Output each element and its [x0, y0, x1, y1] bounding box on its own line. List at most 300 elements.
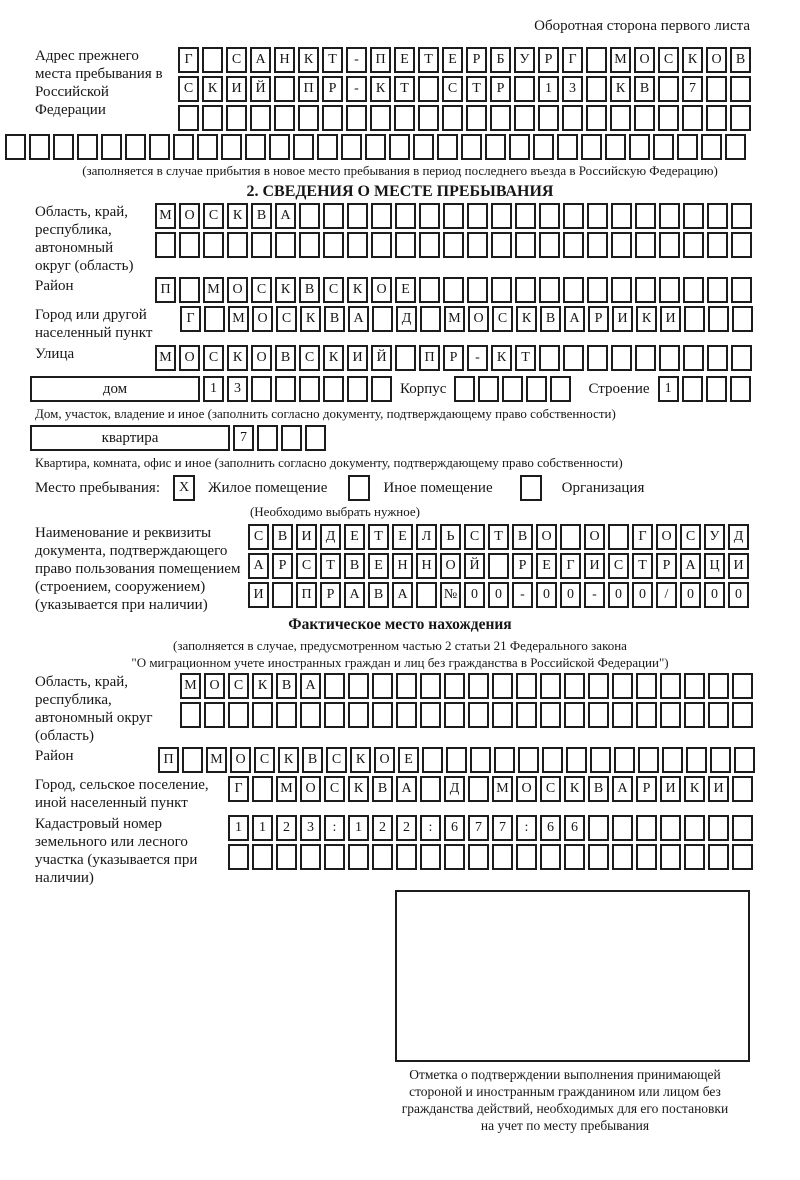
- char-cell: Т: [418, 47, 439, 73]
- char-cell: [467, 277, 488, 303]
- char-cell: [706, 376, 727, 402]
- char-cell: О: [179, 345, 200, 371]
- char-cell: [299, 376, 320, 402]
- char-cell: О: [230, 747, 251, 773]
- char-cell: С: [658, 47, 679, 73]
- char-cell: И: [296, 524, 317, 550]
- char-cell: П: [370, 47, 391, 73]
- char-cell: [420, 844, 441, 870]
- char-cell: [317, 134, 338, 160]
- char-cell: О: [227, 277, 248, 303]
- char-cell: 0: [560, 582, 581, 608]
- char-cell: [419, 277, 440, 303]
- char-cell: [202, 47, 223, 73]
- char-cell: /: [656, 582, 677, 608]
- char-cell: [226, 105, 247, 131]
- region1-row-1: [155, 203, 800, 229]
- char-cell: О: [468, 306, 489, 332]
- stroenie-label: Строение: [588, 380, 650, 397]
- char-cell: Н: [392, 553, 413, 579]
- char-cell: К: [350, 747, 371, 773]
- char-cell: [684, 702, 705, 728]
- char-cell: У: [704, 524, 725, 550]
- char-cell: С: [203, 203, 224, 229]
- char-cell: К: [684, 776, 705, 802]
- char-cell: Ь: [440, 524, 461, 550]
- char-cell: -: [512, 582, 533, 608]
- char-cell: У: [514, 47, 535, 73]
- char-cell: [515, 203, 536, 229]
- char-cell: [395, 232, 416, 258]
- house-number-cells: [203, 376, 392, 402]
- char-cell: [53, 134, 74, 160]
- char-cell: [274, 76, 295, 102]
- char-cell: А: [392, 582, 413, 608]
- section2-heading: 2. СВЕДЕНИЯ О МЕСТЕ ПРЕБЫВАНИЯ: [246, 183, 554, 200]
- char-cell: Г: [560, 553, 581, 579]
- char-cell: [686, 747, 707, 773]
- fact-note-line-2: "О миграционном учете иностранных граждан и лиц без гражданства в Российской Федерации"): [131, 655, 669, 670]
- prev-address-row-3: [178, 105, 800, 131]
- char-cell: В: [276, 673, 297, 699]
- char-cell: Г: [178, 47, 199, 73]
- char-cell: [101, 134, 122, 160]
- char-cell: Е: [398, 747, 419, 773]
- char-cell: П: [298, 76, 319, 102]
- char-cell: -: [346, 76, 367, 102]
- char-cell: 1: [203, 376, 224, 402]
- char-cell: [305, 425, 326, 451]
- char-cell: [540, 702, 561, 728]
- char-cell: [515, 232, 536, 258]
- char-cell: Д: [396, 306, 417, 332]
- city1-field: [0, 306, 800, 342]
- char-cell: [491, 232, 512, 258]
- char-cell: В: [372, 776, 393, 802]
- char-cell: [478, 376, 499, 402]
- char-cell: [502, 376, 523, 402]
- char-cell: [274, 105, 295, 131]
- char-cell: К: [252, 673, 273, 699]
- char-cell: [491, 277, 512, 303]
- char-cell: П: [158, 747, 179, 773]
- char-cell: [396, 844, 417, 870]
- char-cell: В: [299, 277, 320, 303]
- char-cell: 1: [658, 376, 679, 402]
- char-cell: [492, 844, 513, 870]
- char-cell: [509, 134, 530, 160]
- char-cell: [659, 345, 680, 371]
- char-cell: [395, 345, 416, 371]
- char-cell: [299, 203, 320, 229]
- char-cell: [662, 747, 683, 773]
- char-cell: [348, 673, 369, 699]
- stay-type-row: [35, 475, 800, 501]
- char-cell: Г: [562, 47, 583, 73]
- char-cell: Е: [536, 553, 557, 579]
- char-cell: [564, 702, 585, 728]
- char-cell: М: [228, 306, 249, 332]
- char-cell: [372, 673, 393, 699]
- char-cell: О: [584, 524, 605, 550]
- char-cell: Л: [416, 524, 437, 550]
- char-cell: Т: [466, 76, 487, 102]
- region1-label: Область, край, республика, автономный округ (область): [35, 204, 134, 274]
- char-cell: [516, 702, 537, 728]
- char-cell: И: [347, 345, 368, 371]
- district2-label: Район: [35, 748, 74, 764]
- char-cell: [588, 702, 609, 728]
- fact-note-line-1: (заполняется в случае, предусмотренном частью 2 статьи 21 Федерального закона: [173, 638, 627, 653]
- city1-row: [180, 306, 800, 342]
- char-cell: [563, 232, 584, 258]
- char-cell: [542, 747, 563, 773]
- stamp-note-line-4: на учет по месту пребывания: [480, 1118, 650, 1133]
- char-cell: [730, 376, 751, 402]
- char-cell: [492, 673, 513, 699]
- prev-address-field: [0, 47, 800, 131]
- char-cell: [298, 105, 319, 131]
- char-cell: [252, 776, 273, 802]
- char-cell: [659, 232, 680, 258]
- char-cell: [635, 232, 656, 258]
- char-cell: [347, 232, 368, 258]
- cadastre-label: Кадастровый номер земельного или лесного участка (указывается при наличии): [35, 816, 198, 886]
- char-cell: [707, 277, 728, 303]
- char-cell: [587, 345, 608, 371]
- char-cell: [269, 134, 290, 160]
- char-cell: [730, 76, 751, 102]
- stamp-note-line-3: гражданства действий, необходимых для его постановки: [401, 1101, 729, 1116]
- char-cell: [468, 776, 489, 802]
- prev-address-row-1: [178, 47, 800, 73]
- char-cell: [437, 134, 458, 160]
- char-cell: Г: [632, 524, 653, 550]
- char-cell: [251, 376, 272, 402]
- checkbox-organization: [520, 475, 542, 501]
- char-cell: С: [680, 524, 701, 550]
- char-cell: [557, 134, 578, 160]
- char-cell: [227, 232, 248, 258]
- char-cell: [276, 844, 297, 870]
- stay-option-organization-label: Организация: [561, 479, 645, 496]
- char-cell: [518, 747, 539, 773]
- char-cell: [605, 134, 626, 160]
- city2-row: [228, 776, 800, 812]
- apartment-cells: [233, 425, 326, 451]
- apartment-note: Квартира, комната, офис и иное (заполнить согласно документу, подтверждающему право собственности): [35, 455, 623, 470]
- char-cell: [155, 232, 176, 258]
- char-cell: М: [203, 277, 224, 303]
- char-cell: [443, 277, 464, 303]
- char-cell: [419, 232, 440, 258]
- char-cell: 1: [252, 815, 273, 841]
- char-cell: М: [276, 776, 297, 802]
- char-cell: [418, 76, 439, 102]
- char-cell: [563, 203, 584, 229]
- char-cell: [180, 702, 201, 728]
- char-cell: 0: [728, 582, 749, 608]
- district1-label: Район: [35, 278, 74, 294]
- char-cell: [197, 134, 218, 160]
- char-cell: А: [348, 306, 369, 332]
- stay-type-note: (Необходимо выбрать нужное): [249, 504, 421, 519]
- page-title: Оборотная сторона первого листа: [534, 18, 750, 34]
- char-cell: [516, 844, 537, 870]
- char-cell: [347, 203, 368, 229]
- char-cell: А: [680, 553, 701, 579]
- prev-address-note: (заполняется в случае прибытия в новое место пребывания в период последнего въезда в Российскую Федерацию): [82, 163, 718, 178]
- char-cell: [461, 134, 482, 160]
- char-cell: [563, 277, 584, 303]
- char-cell: Е: [344, 524, 365, 550]
- char-cell: [203, 232, 224, 258]
- char-cell: :: [420, 815, 441, 841]
- char-cell: [611, 203, 632, 229]
- char-cell: [221, 134, 242, 160]
- char-cell: [250, 105, 271, 131]
- char-cell: К: [298, 47, 319, 73]
- char-cell: Н: [274, 47, 295, 73]
- char-cell: [658, 76, 679, 102]
- char-cell: К: [516, 306, 537, 332]
- char-cell: [731, 232, 752, 258]
- city2-field: [0, 776, 800, 812]
- char-cell: [550, 376, 571, 402]
- char-cell: М: [180, 673, 201, 699]
- char-cell: [636, 702, 657, 728]
- char-cell: [706, 76, 727, 102]
- char-cell: [629, 134, 650, 160]
- char-cell: М: [155, 203, 176, 229]
- char-cell: [708, 844, 729, 870]
- char-cell: [538, 105, 559, 131]
- char-cell: [677, 134, 698, 160]
- char-cell: И: [248, 582, 269, 608]
- char-cell: [322, 105, 343, 131]
- char-cell: Т: [632, 553, 653, 579]
- char-cell: Р: [490, 76, 511, 102]
- region2-label: Область, край, республика, автономный округ (область): [35, 674, 153, 744]
- char-cell: [734, 747, 755, 773]
- char-cell: [299, 232, 320, 258]
- char-cell: С: [251, 277, 272, 303]
- char-cell: И: [660, 776, 681, 802]
- char-cell: И: [728, 553, 749, 579]
- char-cell: [443, 203, 464, 229]
- char-cell: Т: [515, 345, 536, 371]
- char-cell: [179, 277, 200, 303]
- char-cell: [324, 673, 345, 699]
- char-cell: Р: [512, 553, 533, 579]
- char-cell: 2: [372, 815, 393, 841]
- prev-address-label: Адрес прежнего места пребывания в Российской Федерации: [35, 48, 163, 118]
- char-cell: [252, 844, 273, 870]
- char-cell: :: [324, 815, 345, 841]
- char-cell: М: [610, 47, 631, 73]
- char-cell: В: [275, 345, 296, 371]
- char-cell: [444, 844, 465, 870]
- fact-heading: Фактическое место нахождения: [288, 616, 512, 633]
- char-cell: С: [492, 306, 513, 332]
- char-cell: К: [636, 306, 657, 332]
- char-cell: [581, 134, 602, 160]
- char-cell: О: [252, 306, 273, 332]
- char-cell: А: [396, 776, 417, 802]
- char-cell: [660, 815, 681, 841]
- char-cell: Г: [180, 306, 201, 332]
- char-cell: 6: [444, 815, 465, 841]
- char-cell: [732, 844, 753, 870]
- char-cell: К: [610, 76, 631, 102]
- char-cell: П: [419, 345, 440, 371]
- char-cell: К: [227, 203, 248, 229]
- char-cell: [683, 345, 704, 371]
- char-cell: [634, 105, 655, 131]
- char-cell: 0: [608, 582, 629, 608]
- char-cell: Р: [272, 553, 293, 579]
- char-cell: 0: [632, 582, 653, 608]
- char-cell: И: [660, 306, 681, 332]
- char-cell: Р: [636, 776, 657, 802]
- char-cell: Д: [728, 524, 749, 550]
- char-cell: С: [608, 553, 629, 579]
- char-cell: [638, 747, 659, 773]
- char-cell: [701, 134, 722, 160]
- char-cell: [612, 844, 633, 870]
- cadastre-field: [0, 815, 800, 887]
- cadastre-row-1: [228, 815, 800, 841]
- char-cell: Д: [444, 776, 465, 802]
- char-cell: [389, 134, 410, 160]
- prev-address-rows: [178, 47, 800, 131]
- char-cell: 7: [468, 815, 489, 841]
- char-cell: [204, 306, 225, 332]
- char-cell: Ц: [704, 553, 725, 579]
- char-cell: [468, 844, 489, 870]
- region2-row-2: [180, 702, 800, 728]
- char-cell: [466, 105, 487, 131]
- char-cell: [444, 702, 465, 728]
- prev-address-row-2: [178, 76, 800, 102]
- stamp-note: [340, 1066, 790, 1134]
- char-cell: [29, 134, 50, 160]
- char-cell: О: [706, 47, 727, 73]
- char-cell: М: [206, 747, 227, 773]
- char-cell: К: [323, 345, 344, 371]
- char-cell: [539, 232, 560, 258]
- char-cell: А: [344, 582, 365, 608]
- char-cell: [708, 702, 729, 728]
- house-note: Дом, участок, владение и иное (заполнить согласно документу, подтверждающему право собственности): [35, 406, 616, 421]
- char-cell: О: [179, 203, 200, 229]
- char-cell: [708, 673, 729, 699]
- char-cell: [490, 105, 511, 131]
- char-cell: О: [656, 524, 677, 550]
- char-cell: [563, 345, 584, 371]
- char-cell: 7: [492, 815, 513, 841]
- char-cell: [586, 105, 607, 131]
- char-cell: [485, 134, 506, 160]
- char-cell: [660, 702, 681, 728]
- char-cell: :: [516, 815, 537, 841]
- char-cell: 7: [682, 76, 703, 102]
- checkbox-other-premises: [348, 475, 370, 501]
- region2-field: [0, 673, 800, 745]
- char-cell: 2: [396, 815, 417, 841]
- char-cell: 6: [564, 815, 585, 841]
- char-cell: О: [251, 345, 272, 371]
- char-cell: [372, 306, 393, 332]
- char-cell: [539, 203, 560, 229]
- char-cell: [324, 844, 345, 870]
- char-cell: А: [300, 673, 321, 699]
- street-label: Улица: [35, 346, 75, 362]
- char-cell: С: [326, 747, 347, 773]
- district1-row: [155, 277, 800, 303]
- char-cell: [587, 277, 608, 303]
- char-cell: [516, 673, 537, 699]
- char-cell: О: [634, 47, 655, 73]
- city2-label: Город, сельское поселение, иной населенный пункт: [35, 777, 209, 811]
- char-cell: Й: [371, 345, 392, 371]
- cadastre-row-2: [228, 844, 800, 870]
- char-cell: Б: [490, 47, 511, 73]
- char-cell: М: [492, 776, 513, 802]
- char-cell: Р: [466, 47, 487, 73]
- apartment-label-box: квартира: [30, 425, 230, 451]
- char-cell: О: [204, 673, 225, 699]
- char-cell: А: [248, 553, 269, 579]
- char-cell: [300, 844, 321, 870]
- char-cell: Р: [588, 306, 609, 332]
- char-cell: К: [682, 47, 703, 73]
- char-cell: Т: [368, 524, 389, 550]
- char-cell: [182, 747, 203, 773]
- char-cell: К: [300, 306, 321, 332]
- char-cell: [272, 582, 293, 608]
- char-cell: К: [227, 345, 248, 371]
- char-cell: 0: [704, 582, 725, 608]
- char-cell: -: [346, 47, 367, 73]
- char-cell: [587, 203, 608, 229]
- char-cell: К: [491, 345, 512, 371]
- char-cell: С: [226, 47, 247, 73]
- char-cell: [371, 203, 392, 229]
- char-cell: О: [371, 277, 392, 303]
- char-cell: С: [203, 345, 224, 371]
- char-cell: С: [464, 524, 485, 550]
- char-cell: В: [588, 776, 609, 802]
- char-cell: [413, 134, 434, 160]
- char-cell: [372, 844, 393, 870]
- char-cell: [494, 747, 515, 773]
- char-cell: [611, 345, 632, 371]
- document-field: [0, 524, 800, 614]
- house-row: [30, 376, 800, 402]
- char-cell: [420, 306, 441, 332]
- char-cell: 6: [540, 815, 561, 841]
- char-cell: С: [442, 76, 463, 102]
- char-cell: [420, 776, 441, 802]
- char-cell: [418, 105, 439, 131]
- char-cell: [564, 844, 585, 870]
- char-cell: [612, 815, 633, 841]
- char-cell: [149, 134, 170, 160]
- char-cell: [348, 844, 369, 870]
- char-cell: 0: [488, 582, 509, 608]
- char-cell: 0: [464, 582, 485, 608]
